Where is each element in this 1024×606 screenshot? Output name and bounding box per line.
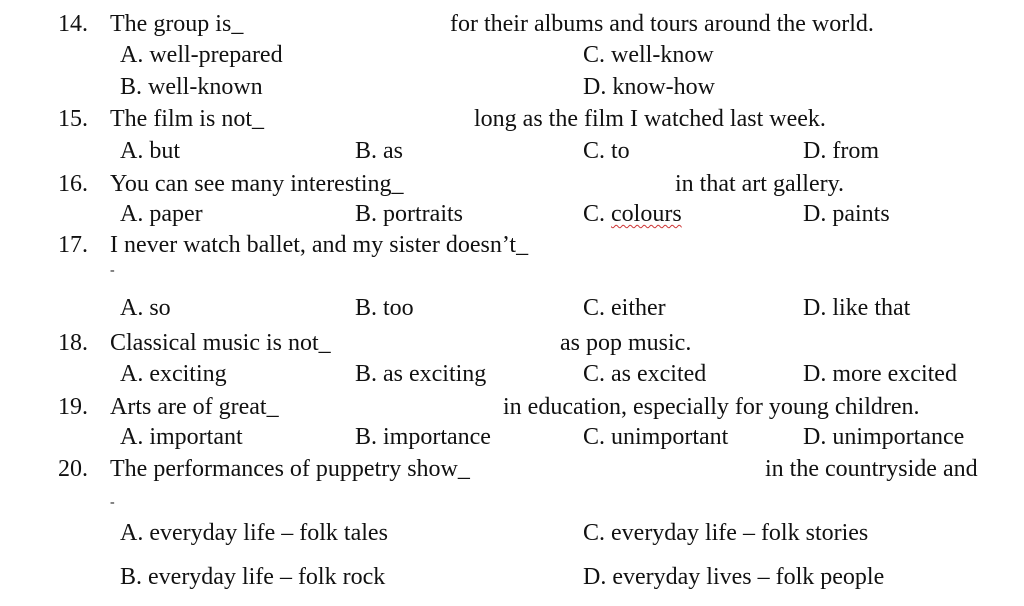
option-c-label: C.: [583, 201, 612, 227]
question-stem-start: Arts are of great_: [110, 394, 279, 420]
option-c: [583, 200, 682, 228]
option-b: B. well-known: [120, 74, 263, 100]
option-b: B. portraits: [355, 201, 463, 227]
option-d: D. more excited: [803, 361, 957, 387]
question-number: 20.: [58, 456, 88, 482]
option-a: A. important: [120, 424, 243, 450]
answer-blank-continuation: -: [110, 263, 115, 278]
question-stem-start: I never watch ballet, and my sister doesn’t_: [110, 232, 529, 258]
question-number: 17.: [58, 232, 88, 258]
option-a: A. well-prepared: [120, 42, 283, 68]
option-a: A. so: [120, 295, 171, 321]
option-c: C. to: [583, 138, 630, 164]
option-c: C. either: [583, 295, 666, 321]
question-stem-end: as pop music.: [560, 330, 692, 356]
question-stem-start: Classical music is not_: [110, 330, 331, 356]
question-number: 16.: [58, 171, 88, 197]
option-d: D. know-how: [583, 74, 715, 100]
question-stem-start: The group is_: [110, 11, 244, 37]
question-number: 15.: [58, 106, 88, 132]
question-stem-start: The film is not_: [110, 106, 264, 132]
option-d: D. from: [803, 138, 879, 164]
option-b: B. as exciting: [355, 361, 487, 387]
option-b: B. importance: [355, 424, 491, 450]
question-stem-end: in that art gallery.: [675, 171, 845, 197]
option-c: C. as excited: [583, 361, 707, 387]
question-stem-end: in education, especially for young children.: [503, 394, 920, 420]
question-stem-end: for their albums and tours around the world.: [450, 11, 874, 37]
option-d: D. unimportance: [803, 424, 965, 450]
option-c: C. well-know: [583, 42, 714, 68]
option-d: D. like that: [803, 295, 911, 321]
option-a: A. exciting: [120, 361, 227, 387]
option-b: B. everyday life – folk rock: [120, 564, 386, 590]
question-number: 14.: [58, 11, 88, 37]
question-stem-start: The performances of puppetry show_: [110, 456, 470, 482]
question-stem-end: in the countryside and: [765, 456, 978, 482]
option-c: C. everyday life – folk stories: [583, 520, 869, 546]
option-b: B. as: [355, 138, 403, 164]
option-c-word: colours: [611, 201, 682, 227]
option-c: C. unimportant: [583, 424, 729, 450]
question-stem-start: You can see many interesting_: [110, 171, 404, 197]
question-number: 18.: [58, 330, 88, 356]
answer-blank-continuation: -: [110, 495, 115, 510]
option-a: A. but: [120, 138, 180, 164]
question-number: 19.: [58, 394, 88, 420]
option-a: A. paper: [120, 201, 203, 227]
option-a: A. everyday life – folk tales: [120, 520, 388, 546]
option-b: B. too: [355, 295, 414, 321]
question-stem-end: long as the film I watched last week.: [474, 106, 826, 132]
option-d: D. everyday lives – folk people: [583, 564, 885, 590]
option-d: D. paints: [803, 201, 890, 227]
